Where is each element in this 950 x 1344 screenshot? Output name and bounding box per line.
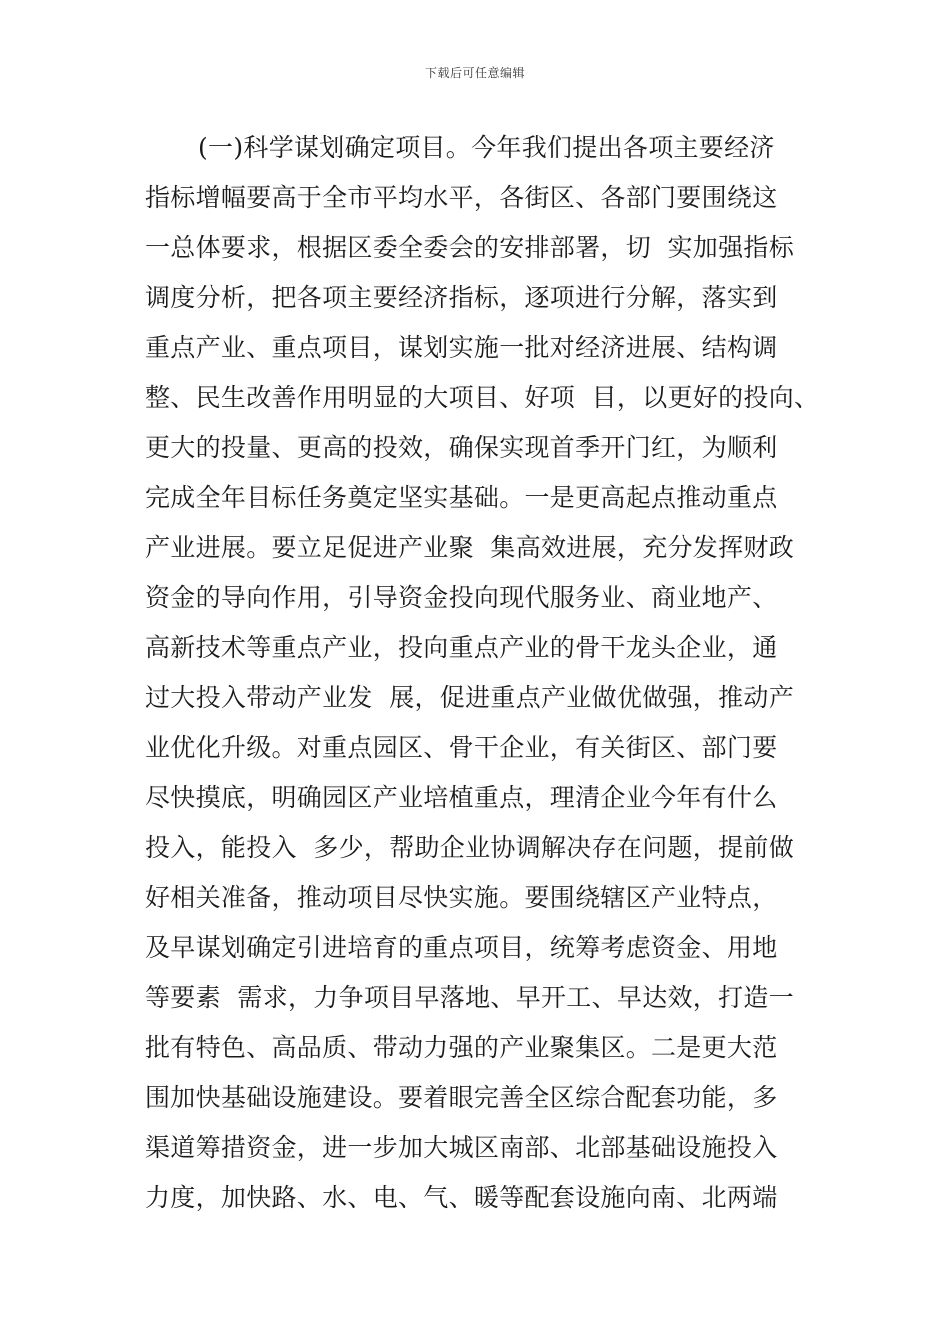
text-line: 投入，能投入 多少，帮助企业协调解决存在问题，提前做 xyxy=(145,833,794,862)
text-line: 产业进展。要立足促进产业聚 集高效进展，充分发挥财政 xyxy=(145,533,794,562)
text-line: 重点产业、重点项目，谋划实施一批对经济进展、结构调 xyxy=(145,333,778,362)
text-line: 资金的导向作用，引导资金投向现代服务业、商业地产、 xyxy=(145,583,778,612)
text-line: 一总体要求，根据区委全委会的安排部署，切 实加强指标 xyxy=(145,233,794,262)
text-line: 力度，加快路、水、电、气、暖等配套设施向南、北两端 xyxy=(145,1183,778,1212)
page-header: 下载后可任意编辑 xyxy=(424,66,525,80)
text-line: 整、民生改善作用明显的大项目、好项 目，以更好的投向、 xyxy=(145,383,820,412)
text-line: 及早谋划确定引进培育的重点项目，统筹考虑资金、用地 xyxy=(145,933,778,962)
text-line: 渠道筹措资金，进一步加大城区南部、北部基础设施投入 xyxy=(145,1133,778,1162)
text-line: 过大投入带动产业发 展，促进重点产业做优做强，推动产 xyxy=(145,683,794,712)
text-line: 指标增幅要高于全市平均水平，各街区、各部门要围绕这 xyxy=(145,183,778,212)
text-line: 等要素 需求，力争项目早落地、早开工、早达效，打造一 xyxy=(145,983,794,1012)
text-line: 好相关准备，推动项目尽快实施。要围绕辖区产业特点， xyxy=(145,883,778,912)
text-line: (一)科学谋划确定项目。今年我们提出各项主要经济 xyxy=(198,133,775,162)
text-line: 业优化升级。对重点园区、骨干企业，有关街区、部门要 xyxy=(145,733,778,762)
text-line: 尽快摸底，明确园区产业培植重点，理清企业今年有什么 xyxy=(145,783,778,812)
text-line: 更大的投量、更高的投效，确保实现首季开门红，为顺利 xyxy=(145,433,778,462)
text-line: 批有特色、高品质、带动力强的产业聚集区。二是更大范 xyxy=(145,1033,778,1062)
text-line: 调度分析，把各项主要经济指标，逐项进行分解，落实到 xyxy=(145,283,778,312)
text-line: 高新技术等重点产业，投向重点产业的骨干龙头企业，通 xyxy=(145,633,778,662)
text-line: 完成全年目标任务奠定坚实基础。一是更高起点推动重点 xyxy=(145,483,778,512)
text-line: 围加快基础设施建设。要着眼完善全区综合配套功能，多 xyxy=(145,1083,778,1112)
